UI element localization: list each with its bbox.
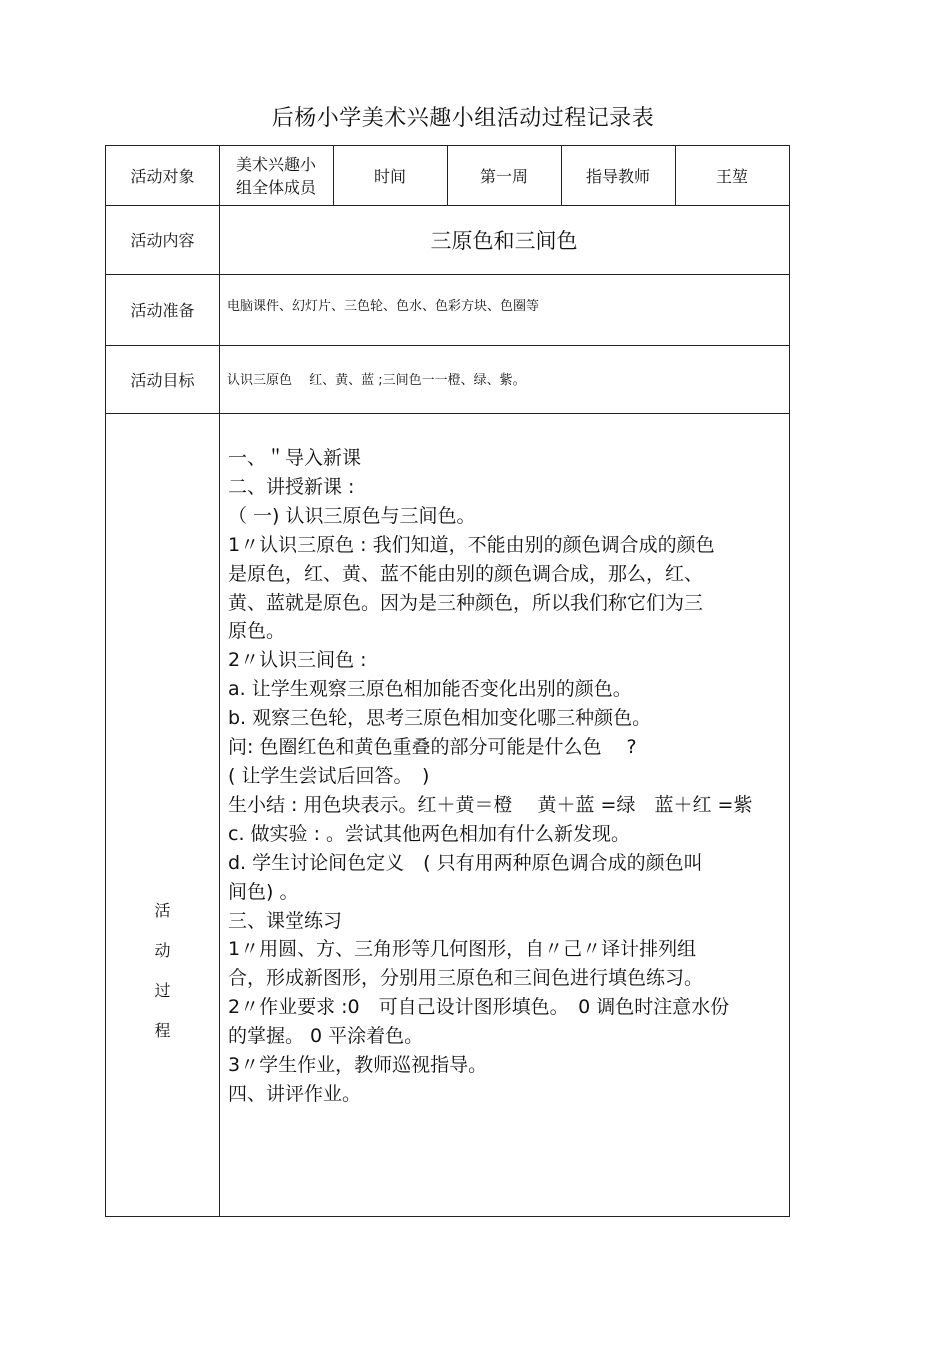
process-label-char: 过 (154, 981, 171, 1000)
process-line: ( 让学生尝试后回答。 ) (228, 764, 430, 787)
teacher-label: 指导教师 (585, 167, 650, 186)
process-line: 的掌握。 0 平涂着色。 (228, 1025, 424, 1048)
process-line: 二、讲授新课 : (228, 475, 355, 498)
process-line: 是原色，红、黄、蓝不能由别的颜色调合成，那么，红、 (228, 562, 704, 585)
process-line: 间色) 。 (228, 880, 299, 903)
process-line: 生小结 : 用色块表示。红＋黄＝橙 黄＋蓝 =绿 蓝＋红 =紫 (228, 793, 753, 816)
process-line: 问: 色圈红色和黄色重叠的部分可能是什么色 ? (228, 736, 637, 759)
content-label: 活动内容 (130, 231, 195, 250)
prep-label: 活动准备 (130, 301, 195, 320)
process-line: 2〃作业要求 :0 可自己设计图形填色。 0 调色时注意水份 (228, 996, 730, 1019)
time-label: 时间 (373, 167, 406, 186)
goal-label: 活动目标 (130, 370, 195, 390)
process-line: c. 做实验 : 。尝试其他两色相加有什么新发现。 (228, 822, 631, 845)
process-label-char: 活 (154, 901, 171, 920)
process-line: 1〃认识三原色 : 我们知道，不能由别的颜色调合成的颜色 (228, 533, 715, 556)
process-line: 3〃学生作业，教师巡视指导。 (228, 1054, 488, 1077)
subject-line-1: 美术兴趣小 (235, 154, 316, 174)
process-line: 四、讲评作业。 (228, 1082, 362, 1105)
goal-value: 认识三原色 红、黄、蓝 ;三间色一一橙、绿、紫。 (227, 372, 526, 388)
subject-line-2: 组全体成员 (235, 177, 316, 197)
row-divider (106, 413, 789, 414)
process-line: 合，形成新图形，分别用三原色和三间色进行填色练习。 (228, 967, 704, 990)
page-title: 后杨小学美术兴趣小组活动过程记录表 (271, 106, 655, 131)
content-value: 三原色和三间色 (430, 228, 578, 253)
subject-value (236, 153, 316, 199)
record-table (105, 145, 790, 1217)
process-line: 原色。 (228, 620, 286, 643)
prep-value: 电脑课件、幻灯片、三色轮、色水、色彩方块、色圈等 (227, 298, 540, 314)
subject-cell (219, 146, 333, 205)
teacher-name: 王堃 (715, 167, 748, 186)
process-line: （ 一) 认识三原色与三间色。 (228, 504, 476, 527)
process-line: b. 观察三色轮，思考三原色相加变化哪三种颜色。 (228, 707, 652, 730)
process-line: 黄、蓝就是原色。因为是三种颜色，所以我们称它们为三 (228, 591, 704, 614)
process-content (228, 444, 788, 1109)
process-line: 1〃用圆、方、三角形等几何图形，自〃己〃译计排列组 (228, 938, 697, 961)
subject-label: 活动对象 (130, 167, 195, 186)
process-label-char: 动 (154, 941, 171, 960)
process-line: a. 让学生观察三原色相加能否变化出别的颜色。 (228, 678, 632, 701)
process-label (106, 891, 219, 1051)
process-label-char: 程 (154, 1021, 171, 1040)
process-line: 一、＂导入新课 (228, 447, 362, 469)
process-line: 三、课堂练习 (228, 909, 343, 932)
process-line: d. 学生讨论间色定义 ( 只有用两种原色调合成的颜色叫 (228, 851, 703, 874)
process-line: 2〃认识三间色 : (228, 649, 367, 672)
time-value: 第一周 (479, 167, 528, 186)
